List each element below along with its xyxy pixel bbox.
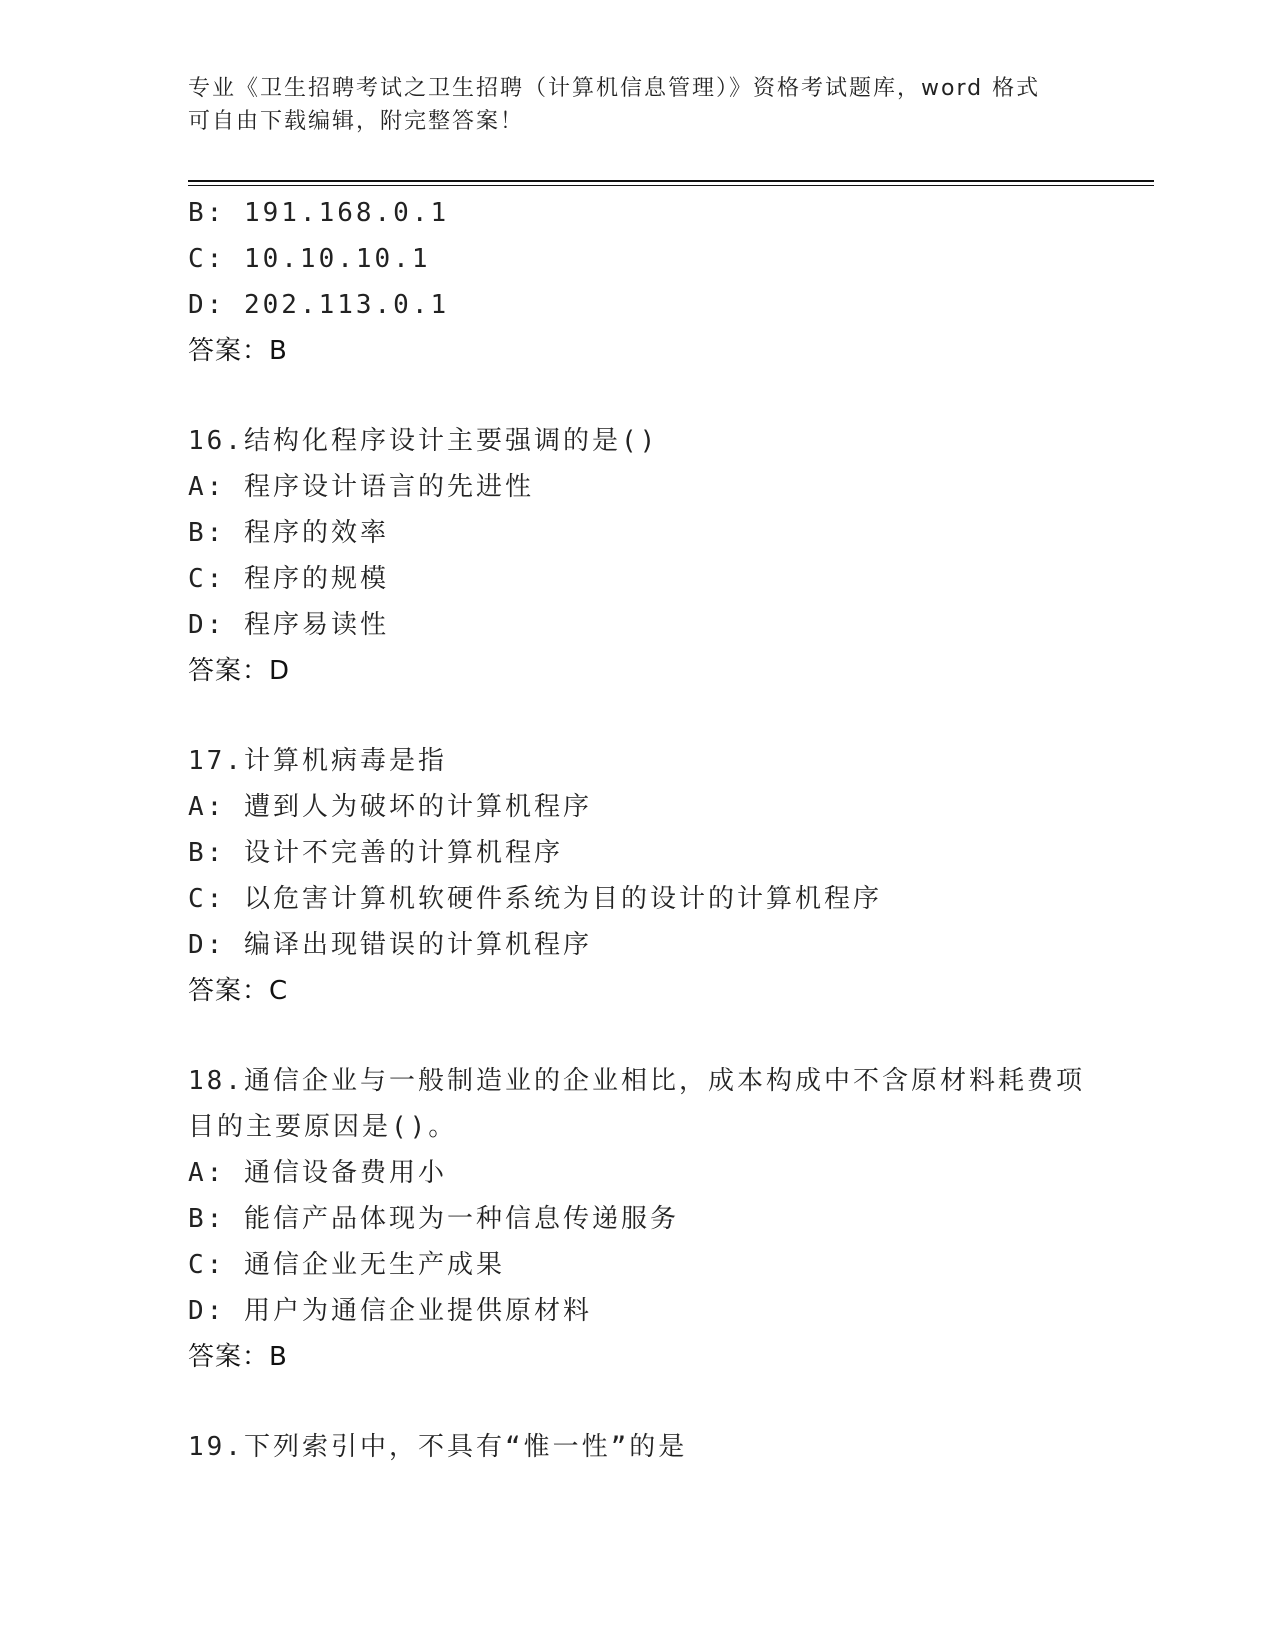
answer-text: 答案：B	[188, 1342, 288, 1372]
option-d: D: 用户为通信企业提供原材料	[188, 1296, 592, 1326]
option-c: C: 以危害计算机软硬件系统为目的设计的计算机程序	[188, 884, 882, 914]
question-19	[188, 1424, 1088, 1470]
answer-text: 答案：C	[188, 976, 289, 1006]
question-stem: 19.下列索引中，不具有“惟一性”的是	[188, 1432, 688, 1462]
question-18	[188, 1058, 1088, 1380]
option-d: D: 202.113.0.1	[188, 290, 450, 320]
answer-text: 答案：B	[188, 336, 288, 366]
question-stem: 17.计算机病毒是指	[188, 746, 447, 776]
option-d: D: 程序易读性	[188, 610, 389, 640]
option-c: C: 通信企业无生产成果	[188, 1250, 505, 1280]
spacer	[188, 374, 1088, 418]
question-16	[188, 418, 1088, 694]
header-divider-thin	[188, 185, 1154, 186]
document-header	[188, 72, 1068, 138]
option-b: B: 191.168.0.1	[188, 198, 450, 228]
question-stem: 18.通信企业与一般制造业的企业相比，成本构成中不含原材料耗费项目的主要原因是()。	[188, 1066, 1085, 1142]
spacer	[188, 1014, 1088, 1058]
option-c: C: 程序的规模	[188, 564, 389, 594]
question-17	[188, 738, 1088, 1014]
header-divider-thick	[188, 180, 1154, 182]
option-b: B: 能信产品体现为一种信息传递服务	[188, 1204, 679, 1234]
header-line-1: 专业《卫生招聘考试之卫生招聘（计算机信息管理）》资格考试题库，word 格式	[188, 76, 1041, 101]
option-a: A: 通信设备费用小	[188, 1158, 447, 1188]
question-15-tail	[188, 190, 1088, 374]
question-list	[188, 190, 1088, 1470]
header-line-2: 可自由下载编辑，附完整答案！	[188, 109, 525, 134]
option-d: D: 编译出现错误的计算机程序	[188, 930, 592, 960]
option-a: A: 程序设计语言的先进性	[188, 472, 534, 502]
question-stem: 16.结构化程序设计主要强调的是()	[188, 426, 659, 456]
option-a: A: 遭到人为破坏的计算机程序	[188, 792, 592, 822]
spacer	[188, 694, 1088, 738]
option-c: C: 10.10.10.1	[188, 244, 431, 274]
option-b: B: 程序的效率	[188, 518, 389, 548]
spacer	[188, 1380, 1088, 1424]
answer-text: 答案：D	[188, 656, 291, 686]
option-b: B: 设计不完善的计算机程序	[188, 838, 563, 868]
